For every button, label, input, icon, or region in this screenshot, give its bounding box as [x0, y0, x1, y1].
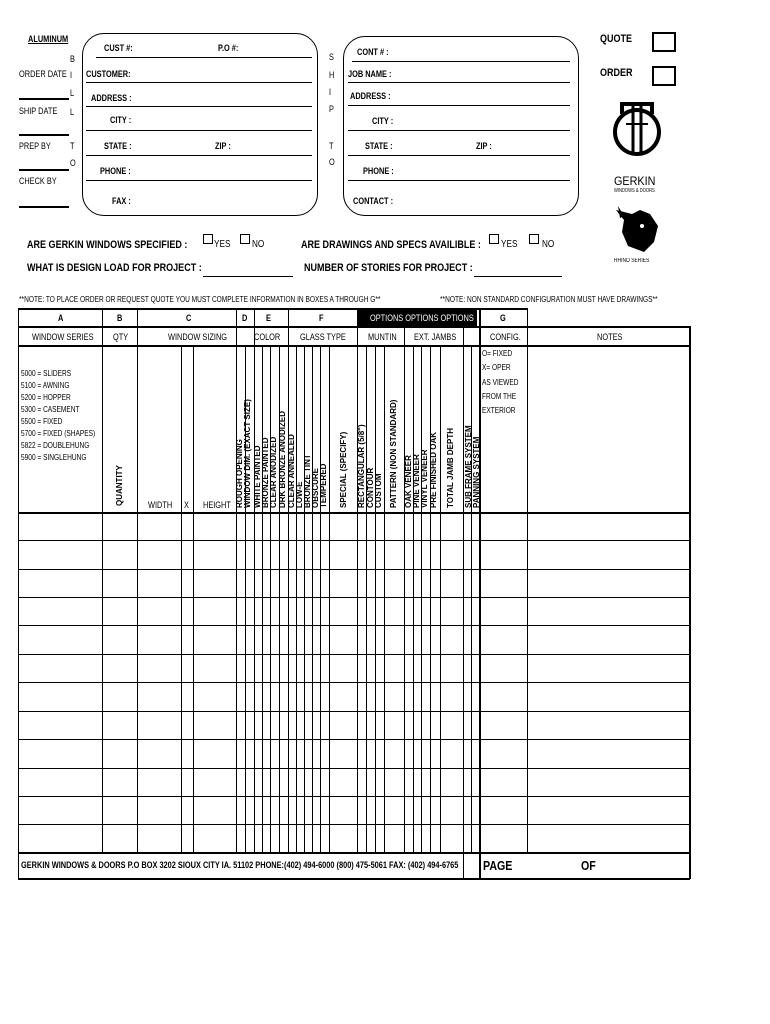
- row-divider: [18, 682, 690, 683]
- col-line: [329, 345, 330, 852]
- ship-date-label: SHIP DATE: [19, 106, 58, 116]
- config-item: O= FIXED: [482, 349, 513, 358]
- col-line: [181, 345, 182, 852]
- col-line: [312, 345, 313, 852]
- row-divider: [18, 711, 690, 712]
- oak-veneer-label: OAK VENEER: [404, 455, 413, 508]
- bill-address-line[interactable]: [86, 106, 312, 107]
- series-item: 5900 = SINGLEHUNG: [21, 453, 87, 462]
- tempered-label: TEMPERED: [319, 463, 328, 508]
- col-line: [366, 345, 367, 852]
- col-line: [375, 345, 376, 852]
- color-header: COLOR: [254, 332, 281, 342]
- prep-by-line[interactable]: [19, 169, 69, 171]
- quantity-label: QUANTITY: [115, 465, 124, 506]
- vinyl-veneer-label: VINYL VENEER: [420, 449, 429, 508]
- col-line: [463, 328, 464, 878]
- window-series-header: WINDOW SERIES: [32, 332, 94, 342]
- row-divider: [18, 824, 690, 825]
- col-line: [689, 326, 691, 879]
- series-item: 5100 = AWNING: [21, 381, 70, 390]
- rectangular-label: RECTANGULAR (5/8"): [357, 424, 366, 508]
- clear-annealed-label: CLEAR ANNEALED: [287, 434, 296, 508]
- section-b: B: [117, 313, 123, 323]
- bill-to-letter: I: [70, 70, 73, 80]
- order-date-line[interactable]: [19, 98, 69, 100]
- design-load-question: WHAT IS DESIGN LOAD FOR PROJECT :: [27, 262, 202, 274]
- cust-number-label: CUST #:: [104, 43, 133, 53]
- row-divider: [18, 654, 690, 655]
- ship-to-box: [343, 36, 579, 216]
- series-item: 5200 = HOPPER: [21, 393, 71, 402]
- subheader-divider: [18, 345, 690, 347]
- bill-zip-label: ZIP :: [215, 141, 231, 151]
- col-line: [430, 345, 431, 852]
- col-line: [245, 345, 246, 852]
- section-d: D: [242, 313, 248, 323]
- order-checkbox[interactable]: [652, 66, 676, 86]
- pre-finished-oak-label: PRE FINISHED OAK: [429, 431, 438, 508]
- bill-phone-line[interactable]: [86, 180, 312, 181]
- col-line: [479, 308, 481, 878]
- col-line: [270, 345, 271, 852]
- config-item: AS VIEWED: [482, 378, 519, 387]
- series-item: 5700 = FIXED (SHAPES): [21, 429, 96, 438]
- design-load-line[interactable]: [203, 276, 293, 277]
- bronze-painted-label: BRONZE PAINTED: [261, 437, 270, 508]
- logo-series: RHINO SERIES: [614, 258, 650, 264]
- qty-header: QTY: [113, 332, 129, 342]
- bill-to-letter: B: [70, 54, 75, 64]
- section-e: E: [266, 313, 271, 323]
- pattern-label: PATTERN (NON STANDARD): [389, 399, 398, 508]
- row-divider: [18, 597, 690, 598]
- row-divider: [18, 569, 690, 570]
- ship-phone-label: PHONE :: [363, 166, 394, 176]
- specified-question: ARE GERKIN WINDOWS SPECIFIED :: [27, 239, 188, 251]
- ship-address-label: ADDRESS :: [350, 91, 391, 101]
- height-label: HEIGHT: [203, 500, 231, 510]
- row-divider: [18, 768, 690, 769]
- bill-to-letter: T: [70, 141, 75, 151]
- section-f: F: [319, 313, 324, 323]
- note-nonstandard: **NOTE: NON STANDARD CONFIGURATION MUST HAVE DRAWINGS**: [440, 295, 658, 304]
- stories-line[interactable]: [474, 276, 562, 277]
- drawings-no-checkbox[interactable]: [529, 234, 539, 244]
- row-divider: [18, 739, 690, 740]
- ship-state-line[interactable]: [348, 155, 570, 156]
- prep-by-label: PREP BY: [19, 141, 51, 151]
- bronze-tint-label: BRONZE TINT: [303, 454, 312, 508]
- config-item: FROM THE: [482, 392, 517, 401]
- col-line: [288, 308, 289, 852]
- pine-veneer-label: PINE VENEER: [412, 454, 421, 508]
- ship-to-letter: T: [329, 141, 334, 151]
- config-item: X= OPER: [482, 363, 511, 372]
- row-divider: [18, 625, 690, 626]
- cont-line[interactable]: [352, 61, 570, 62]
- cont-number-label: CONT # :: [357, 47, 389, 57]
- row-divider: [18, 512, 690, 514]
- col-line: [527, 308, 528, 852]
- dark-bronze-label: DRK BRONZE ANODIZED: [278, 410, 287, 508]
- check-by-line[interactable]: [19, 206, 69, 208]
- bill-address-label: ADDRESS :: [91, 93, 132, 103]
- specified-no-checkbox[interactable]: [240, 234, 250, 244]
- series-item: 5300 = CASEMENT: [21, 405, 80, 414]
- series-item: 5822 = DOUBLEHUNG: [21, 441, 90, 450]
- col-line: [18, 308, 19, 878]
- col-line: [296, 345, 297, 852]
- specified-yes-checkbox[interactable]: [203, 234, 213, 244]
- ship-phone-line[interactable]: [348, 180, 570, 181]
- ship-city-line[interactable]: [348, 130, 570, 131]
- ext-jambs-header: EXT. JAMBS: [414, 332, 457, 342]
- specified-no-label: NO: [252, 239, 265, 250]
- table-bottom-border: [18, 878, 690, 880]
- ship-to-letter: I: [329, 87, 332, 97]
- order-label: ORDER: [600, 67, 633, 79]
- section-g: G: [500, 313, 506, 323]
- ship-to-letter: P: [329, 104, 334, 114]
- cust-po-line[interactable]: [96, 57, 312, 58]
- row-divider: [18, 540, 690, 541]
- ship-city-label: CITY :: [372, 116, 394, 126]
- config-item: EXTERIOR: [482, 406, 516, 415]
- series-item: 5500 = FIXED: [21, 417, 63, 426]
- page-label: PAGE: [483, 858, 513, 873]
- bill-fax-label: FAX :: [112, 196, 131, 206]
- job-name-line[interactable]: [348, 82, 570, 83]
- col-line: [304, 345, 305, 852]
- notes-header: NOTES: [597, 332, 623, 342]
- width-label: WIDTH: [148, 500, 173, 510]
- col-line: [357, 308, 358, 852]
- bill-to-letter: L: [70, 88, 75, 98]
- low-e-label: LOW-E: [295, 481, 304, 508]
- panning-label: PANNING SYSTEM: [472, 436, 481, 508]
- quote-checkbox[interactable]: [652, 32, 676, 52]
- special-label: SPECIAL (SPECIFY): [339, 431, 348, 508]
- ship-to-letter: H: [329, 70, 335, 80]
- col-line: [102, 308, 103, 852]
- total-jamb-label: TOTAL JAMB DEPTH: [446, 427, 455, 508]
- drawings-question: ARE DRAWINGS AND SPECS AVAILIBLE :: [301, 239, 481, 251]
- col-line: [193, 345, 194, 852]
- bill-to-letter: L: [70, 107, 75, 117]
- obscure-label: OBSCURE: [311, 467, 320, 508]
- drawings-yes-checkbox[interactable]: [489, 234, 499, 244]
- rhino-icon: [614, 202, 660, 254]
- logo-tagline: WINDOWS & DOORS: [614, 188, 655, 194]
- customer-label: CUSTOMER:: [86, 69, 131, 79]
- row-divider: [18, 852, 690, 854]
- contour-label: CONTOUR: [366, 467, 375, 508]
- stories-question: NUMBER OF STORIES FOR PROJECT :: [304, 262, 473, 274]
- bill-phone-label: PHONE :: [100, 166, 131, 176]
- quote-label: QUOTE: [600, 33, 633, 45]
- specified-yes-label: YES: [214, 239, 231, 250]
- col-line: [404, 328, 405, 852]
- note-required: **NOTE: TO PLACE ORDER OR REQUEST QUOTE YOU MUST COMPLETE INFORMATION IN BOXES A THROUGH G**: [19, 295, 381, 304]
- bill-city-line[interactable]: [86, 130, 312, 131]
- section-c: C: [186, 313, 192, 323]
- col-line: [279, 345, 280, 852]
- ship-address-line[interactable]: [348, 105, 570, 106]
- logo-brand: GERKIN: [614, 174, 656, 188]
- bill-city-label: CITY :: [110, 115, 132, 125]
- col-line: [236, 308, 237, 852]
- clear-anodized-label: CLEAR ANODIZED: [269, 436, 278, 508]
- col-line: [320, 345, 321, 852]
- rough-opening-label: ROUGH OPENING: [235, 439, 244, 508]
- drawings-yes-label: YES: [501, 239, 518, 250]
- footer-address: GERKIN WINDOWS & DOORS P.O BOX 3202 SIOUX CITY IA. 51102 PHONE:(402) 494-6000 (800) 475-5061 FAX: (402) 494-6765: [21, 860, 459, 870]
- muntin-header: MUNTIN: [368, 332, 397, 342]
- glass-type-header: GLASS TYPE: [300, 332, 346, 342]
- of-label: OF: [581, 858, 596, 873]
- ship-zip-label: ZIP :: [476, 141, 492, 151]
- custom-label: CUSTOM: [374, 473, 383, 508]
- bill-to-letter: O: [70, 158, 76, 168]
- x-label: X: [184, 500, 189, 510]
- gerkin-logo-icon: [612, 94, 662, 174]
- po-number-label: P.O #:: [218, 43, 239, 53]
- ship-to-letter: O: [329, 157, 335, 167]
- series-item: 5000 = SLIDERS: [21, 369, 72, 378]
- config-header: CONFIG.: [490, 332, 521, 342]
- white-painted-label: WHITE PAINTED: [253, 445, 262, 508]
- contact-label: CONTACT :: [353, 196, 394, 206]
- ship-to-letter: S: [329, 52, 334, 62]
- ship-state-label: STATE :: [365, 141, 393, 151]
- order-date-label: ORDER DATE: [19, 69, 67, 79]
- col-line: [421, 345, 422, 852]
- col-line: [137, 308, 138, 852]
- col-line: [262, 345, 263, 852]
- col-line: [440, 345, 441, 852]
- sub-frame-label: SUB FRAME SYSTEM: [464, 425, 473, 508]
- check-by-label: CHECK BY: [19, 176, 57, 186]
- customer-line[interactable]: [86, 82, 312, 83]
- aluminum-label: ALUMINUM: [28, 34, 69, 44]
- ship-date-line[interactable]: [19, 134, 69, 136]
- window-sizing-header: WINDOW SIZING: [168, 332, 228, 342]
- job-name-label: JOB NAME :: [348, 69, 392, 79]
- col-line: [413, 345, 414, 852]
- window-dim-label: WINDOW DIM. (EXACT SIZE): [243, 399, 252, 508]
- col-line: [254, 308, 255, 852]
- row-divider: [18, 796, 690, 797]
- drawings-no-label: NO: [542, 239, 555, 250]
- options-header: OPTIONS OPTIONS OPTIONS: [370, 313, 474, 323]
- col-line: [384, 345, 385, 852]
- section-a: A: [58, 313, 64, 323]
- header-divider: [18, 326, 690, 328]
- col-line: [471, 345, 472, 852]
- bill-state-label: STATE :: [104, 141, 132, 151]
- bill-state-line[interactable]: [86, 155, 312, 156]
